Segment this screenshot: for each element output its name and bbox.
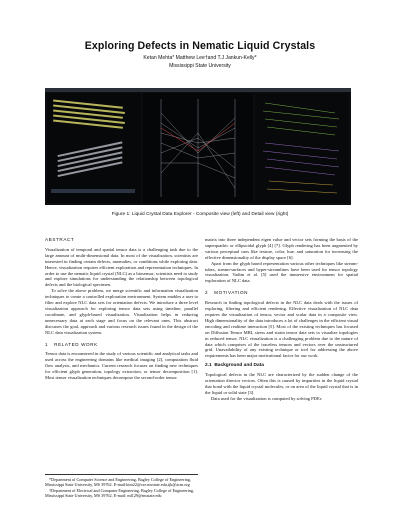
footnote: †Department of Electrical and Computer Engineering, Bagley College of Engineering, Mississippi State University, MS 39762. E-mail: ml129@msstate.edu [45,487,195,499]
left-column [45,237,198,381]
detail-view-glyphs [255,93,349,203]
composite-view-glyphs [47,93,141,203]
detail-view-panel [255,93,349,203]
figure-caption: Figure 1: Liquid Crystal Data Explorer - Composite view (left) and Detail view (right) [111,212,289,217]
related-work-heading [45,342,198,348]
composite-view-panel [47,93,141,203]
background-paragraph: Data used for the visualization is computed by solving PDEs [211,395,322,401]
figure-liquid-crystal-explorer [45,88,351,205]
section-title: MOTIVATION [214,290,249,296]
abstract-heading: ABSTRACT [45,237,75,242]
motivation-paragraph: Research in finding topological defects in the NLC data deals with the issues of exploring, filtering and efficient rendering. Effective visualization of NLC data requires the visualization of tensor, vector and scalar data in a composite view. High dimensionality of the data introduces a lot of challenges in the efficient visual encoding and realtime interaction [5]. Most of the existing techniques has focused on Diffusion Tensor MRI, stress and strain tensor data sets to visualize topologies in reduced tensor. NLC visualization is a challenging problem due to the nature of data which comprises of the traceless tensors and vectors over the unstructured grid. Unavailability of any existing technique or tool for addressing the above requirements has been major motivational factor for our work. [205,300,358,359]
section-number: 2 [205,290,209,296]
footnotes [45,474,198,499]
abstract-paragraph: Visualization of temporal and spatial tensor data is a challenging task due to the large amount of multi-dimensional data. In most of the visualization, scientists are interested in finding certain defects, anomalies, or conditions while exploring data. Hence, visualization requires efficient exploration and representation techniques. In order to use the nematic liquid crystal (NLC) as a biosensor, scientists need to study and explore simulations for understanding the relationship between topological defects and the biological specimen. [45,246,198,288]
subsection-number: 2.1 [205,363,212,369]
parallel-coordinates-panel [143,93,253,203]
related-work-paragraph: Tensor data is encountered in the study of various scientific and analytical tasks and used across the engineering domains like medical imaging [2], computation fluid flow analysis, and mechanics. Current research focuses on finding new techniques for efficient glyph generation, topology extraction, or tensor decomposition [1]. Most tensor visualization techniques decompose the second-order tensor [45,351,198,381]
section-number: 1 [45,341,49,347]
footnote: *Department of Computer Science and Engineering, Bagley College of Engineering, Mississippi State University, MS 39762. E-mail:ktm22@cse.msstate.edu,tjk@acm.org [45,477,191,488]
right-column [205,237,358,402]
motivation-heading [205,290,358,296]
abstract-paragraph: To solve the above problem, we merge scientific and information visualization techniques to create a controlled exploration environment. System enables a user to filter and explore NLC data sets for orientation defects. We introduce a three level visualization approach for exploring tensor data sets using timeline, parallel coordinate, and glyph-based visualization. Visualization helps in reducing unnecessary data at each stage and focus on the relevant ones. This abstract discusses the goal, approach and various research issues found in the design of the NLC data visualization system. [45,288,198,335]
related-work-paragraph: matrix into three independent eigen value and vector sets forming the basis of the superquadric or ellipsoidal glyph [4] [7]. Glyph rendering has been augmented by various perceptual cues like texture, color, hue, and saturation for increasing the effective dimensionality of the display space [6]. [205,237,358,260]
related-work-paragraph: Apart from the glyph based representation various other techniques like stream-tubes, stream-surfaces and hyper-streamlines have been used for tensor topology visualization. Vadim et al. [5] used the immersive environment for spatial exploration of NLC data. [205,260,358,284]
parallel-coordinates-lines [143,93,253,203]
author-list: Ketan Mehta* Matthew Lee†and T.J Jankun-Kelly* [143,55,257,61]
background-paragraph: Topological defects in the NLC are characterized by the sudden change of the orientation director vectors. Often this is caused by impurities in the liquid crystal that bond with the liquid crystal molecules, or on area of the liquid crystal that is in the liquid or solid state [3]. [205,372,358,395]
affiliation: Mississippi State University [169,63,231,69]
background-heading [205,363,358,369]
figure-toolbar-strip [45,88,351,92]
paper-title: Exploring Defects in Nematic Liquid Crystals [84,40,316,52]
section-title: RELATED WORK [54,341,98,347]
subsection-title: Background and Data [214,363,264,369]
